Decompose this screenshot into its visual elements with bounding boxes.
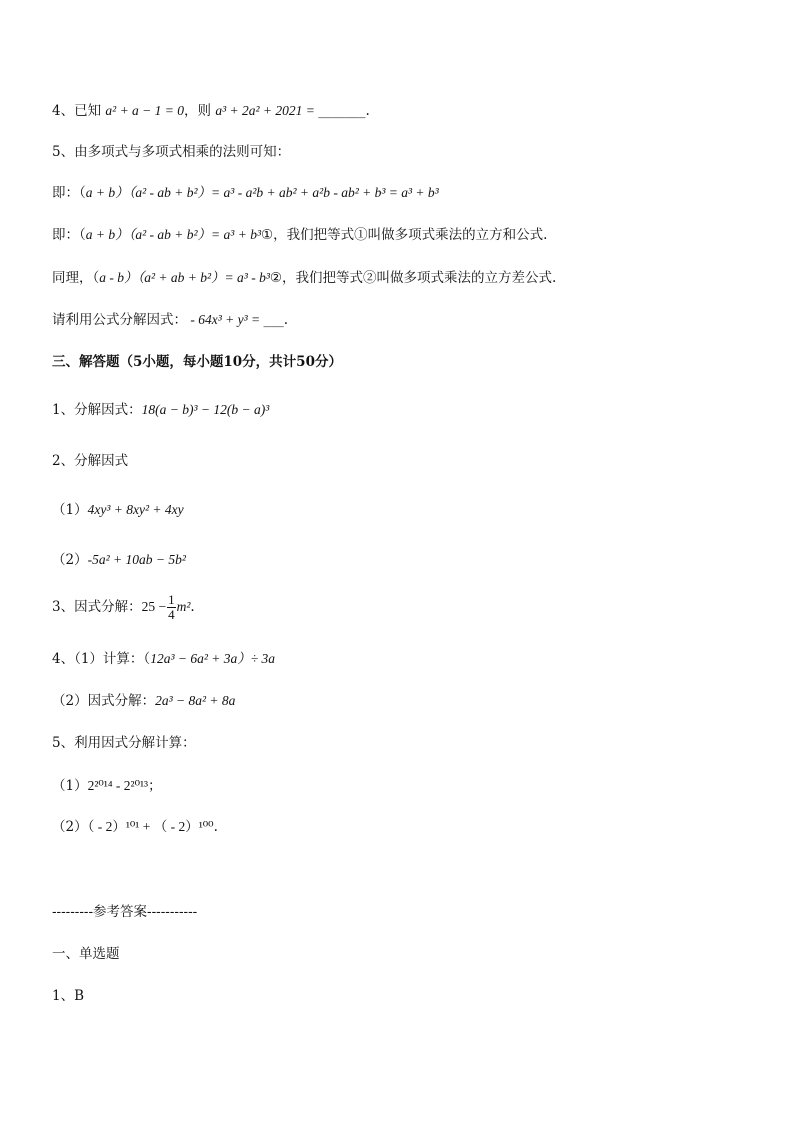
p4-prefix: 4、（1）计算：（	[52, 651, 151, 667]
section-3-heading: 三、解答题（5小题，每小题10分，共计50分）	[52, 354, 342, 370]
p5-sub2-expr: （ - 2）¹⁰¹ + （ - 2）¹⁰⁰	[87, 819, 214, 834]
q5-line4-prefix: 请利用公式分解因式：	[52, 312, 187, 328]
p4-sub2-expr: 2a³ − 8a² + 8a	[155, 693, 236, 708]
p3-tail: m²	[176, 599, 191, 614]
problem-5-part-2	[52, 817, 218, 837]
problem-4-part-1	[52, 649, 275, 669]
p2-sub2-expr: -5a² + 10ab − 5b²	[87, 552, 186, 567]
p5-sub2-label: （2）	[52, 819, 88, 835]
p3-fraction	[167, 593, 176, 622]
p5-sub1-expr: 2²⁰¹⁴ - 2²⁰¹³	[87, 778, 149, 793]
fill-question-4	[52, 101, 370, 121]
q5-line4-expr: - 64x³ + y³ =	[187, 312, 264, 327]
p5-sub1-end: ；	[148, 778, 162, 794]
answer-divider: ---------参考答案-----------	[52, 904, 198, 920]
problem-5: 5、利用因式分解计算：	[52, 735, 196, 751]
p1-prefix: 1、分解因式：	[52, 402, 142, 418]
q5-line2-prefix: 即：（	[52, 227, 86, 243]
q5-line2-expr: a + b）（a² - ab + b²）= a³ + b³	[85, 227, 261, 242]
q4-equation-1: a² + a − 1 = 0	[105, 103, 185, 118]
p5-sub2-end: .	[213, 819, 218, 835]
problem-1	[52, 400, 269, 420]
p2-sub1-expr: 4xy³ + 8xy² + 4xy	[87, 502, 184, 517]
problem-5-part-1	[52, 776, 162, 796]
q5-line3-prefix: 同理，（	[52, 270, 100, 286]
p3-fraction-numerator: 1	[168, 592, 175, 607]
q5-line3-expr: a - b）（a² + ab + b²）= a³ - b³	[99, 270, 270, 285]
q5-sum-of-cubes-line	[52, 225, 547, 245]
q5-line4-end: .	[283, 312, 289, 328]
q5-line1-prefix: 即：（	[52, 185, 86, 201]
p2-sub2-label: （2）	[52, 552, 88, 568]
p3-end: .	[190, 599, 195, 615]
p4-sub2-label: （2）因式分解：	[52, 693, 156, 709]
q5-answer-blank: ___	[263, 312, 284, 328]
p3-fraction-denominator: 4	[168, 607, 175, 622]
answer-1: 1、B	[52, 988, 85, 1004]
problem-2: 2、分解因式	[52, 453, 129, 469]
q5-line2-suffix: ①，我们把等式①叫做多项式乘法的立方和公式.	[261, 227, 548, 243]
fill-question-5-intro: 5、由多项式与多项式相乘的法则可知：	[52, 144, 291, 160]
q5-factor-prompt	[52, 310, 288, 330]
answer-section-1-heading: 一、单选题	[52, 946, 120, 962]
p5-sub1-label: （1）	[52, 778, 88, 794]
p2-sub1-label: （1）	[52, 502, 88, 518]
problem-2-part-2	[52, 550, 186, 570]
p3-prefix: 3、因式分解：	[52, 599, 142, 615]
q5-difference-of-cubes-line	[52, 268, 556, 288]
q5-line1-expr: a + b）（a² - ab + b²）= a³ - a²b + ab² + a²b - ab² + b³ = a³ + b³	[85, 185, 439, 200]
problem-3	[52, 592, 195, 622]
p1-expr: 18(a − b)³ − 12(b − a)³	[141, 402, 270, 417]
p3-lead: 25 −	[141, 599, 167, 614]
problem-4-part-2	[52, 691, 235, 711]
q5-line3-suffix: ②，我们把等式②叫做多项式乘法的立方差公式.	[269, 270, 557, 286]
q4-mid: ，则	[184, 103, 216, 119]
p4-expr: 12a³ − 6a² + 3a）÷ 3a	[150, 651, 276, 666]
q4-equation-2: a³ + 2a² + 2021 =	[215, 103, 319, 118]
q4-prefix: 4、已知	[52, 103, 106, 119]
q4-end: .	[365, 103, 370, 119]
q4-answer-blank: _______	[318, 103, 366, 119]
problem-2-part-1	[52, 500, 184, 520]
q5-expansion-line	[52, 183, 439, 203]
